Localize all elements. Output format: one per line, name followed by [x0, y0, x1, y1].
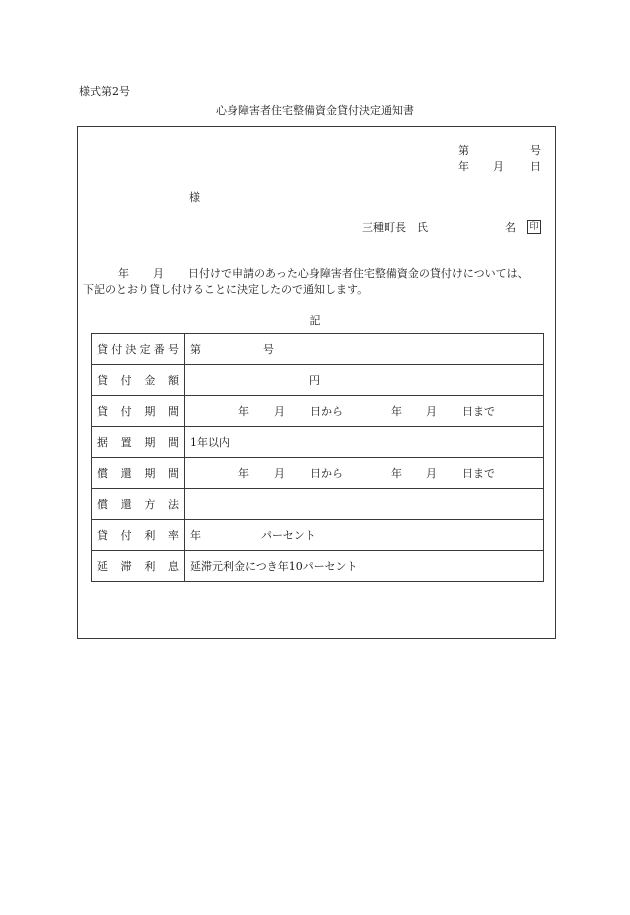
- value-suffix: パーセント: [261, 529, 316, 542]
- table-row: [92, 551, 544, 582]
- value-prefix: 第: [190, 343, 201, 356]
- body-month: 月: [153, 267, 164, 280]
- issue-date-day: 日: [530, 160, 541, 173]
- document-number-suffix: 号: [530, 144, 541, 157]
- end-year: 年: [391, 467, 402, 480]
- end-day: 日まで: [462, 405, 495, 418]
- row-value: [185, 489, 544, 520]
- label-text: 償 還 期 間: [97, 467, 179, 480]
- document-title: 心身障害者住宅整備資金貸付決定通知書: [216, 104, 414, 117]
- row-label: [92, 396, 185, 427]
- row-value: [185, 334, 544, 365]
- row-label: [92, 520, 185, 551]
- row-label: [92, 427, 185, 458]
- document-number-prefix: 第: [458, 144, 469, 157]
- start-day: 日から: [310, 405, 343, 418]
- start-year: 年: [238, 405, 249, 418]
- table-row: [92, 489, 544, 520]
- row-value: [185, 458, 544, 489]
- body-line-2: 下記のとおり貸し付けることに決定したので通知します。: [83, 283, 369, 296]
- addressee-honorific: 様: [189, 191, 200, 204]
- label-text: 貸 付 利 率: [97, 529, 179, 542]
- label-text: 貸 付 決 定 番 号: [97, 343, 179, 356]
- start-month: 月: [274, 405, 285, 418]
- value-text: 1年以内: [190, 436, 230, 449]
- row-value: [185, 396, 544, 427]
- table-row: [92, 334, 544, 365]
- issue-date-month: 月: [493, 160, 504, 173]
- row-label: [92, 365, 185, 396]
- issue-date-year: 年: [458, 160, 469, 173]
- start-year: 年: [238, 467, 249, 480]
- end-month: 月: [426, 467, 437, 480]
- label-text: 延 滞 利 息: [97, 560, 179, 573]
- value-suffix: 号: [263, 343, 274, 356]
- loan-details-table: [91, 333, 544, 582]
- sender-name-label: 名: [505, 221, 516, 234]
- ki-heading: 記: [309, 314, 321, 327]
- label-text: 据 置 期 間: [97, 436, 179, 449]
- label-text: 償 還 方 法: [97, 498, 179, 511]
- form-number-label: 様式第2号: [79, 85, 130, 98]
- row-label: [92, 551, 185, 582]
- table-row: [92, 396, 544, 427]
- value-unit: 円: [309, 374, 320, 387]
- row-label: [92, 334, 185, 365]
- value-prefix: 年: [190, 529, 201, 542]
- end-year: 年: [391, 405, 402, 418]
- body-year: 年: [118, 267, 129, 280]
- body-line-1: 日付けで申請のあった心身障害者住宅整備資金の貸付けについては、: [188, 267, 529, 280]
- label-text: 貸 付 金 額: [97, 374, 179, 387]
- row-value: [185, 427, 544, 458]
- end-day: 日まで: [462, 467, 495, 480]
- sender-title: 三種町長 氏: [362, 221, 428, 234]
- row-value: [185, 520, 544, 551]
- row-value: [185, 551, 544, 582]
- end-month: 月: [426, 405, 437, 418]
- table-row: [92, 520, 544, 551]
- table-row: [92, 427, 544, 458]
- start-month: 月: [274, 467, 285, 480]
- row-label: [92, 458, 185, 489]
- seal-stamp: 印: [527, 220, 541, 234]
- label-text: 貸 付 期 間: [97, 405, 179, 418]
- value-text: 延滞元利金につき年10パーセント: [190, 560, 358, 573]
- table-row: [92, 458, 544, 489]
- table-row: [92, 365, 544, 396]
- start-day: 日から: [310, 467, 343, 480]
- row-value: [185, 365, 544, 396]
- row-label: [92, 489, 185, 520]
